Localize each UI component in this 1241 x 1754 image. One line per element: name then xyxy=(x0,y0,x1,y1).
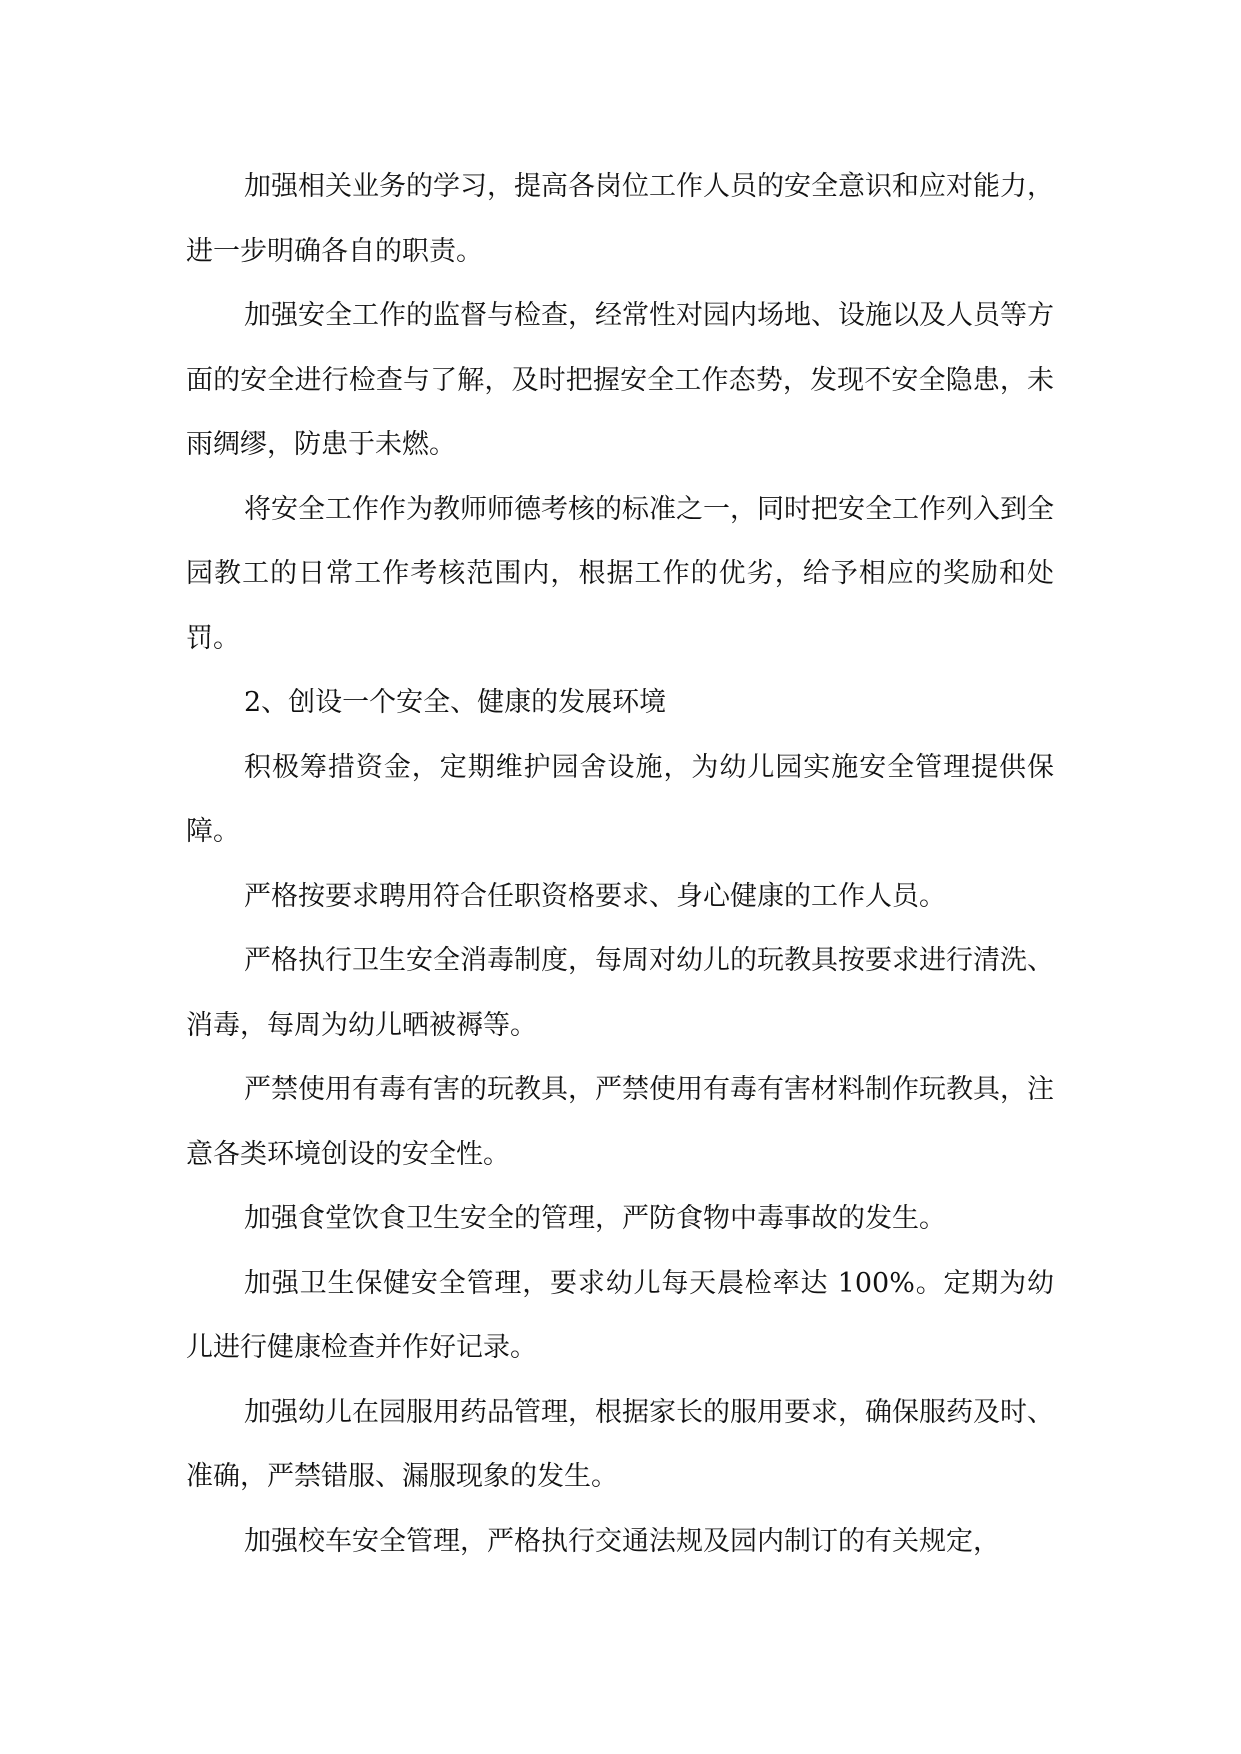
paragraph-supervision: 加强安全工作的监督与检查，经常性对园内场地、设施以及人员等方面的安全进行检查与了解，及时把握安全工作态势，发现不安全隐患，未雨绸缪，防患于未燃。 xyxy=(186,300,1054,460)
paragraph-canteen: 加强食堂饮食卫生安全的管理，严防食物中毒事故的发生。 xyxy=(244,1203,946,1234)
section-heading-environment: 2、创设一个安全、健康的发展环境 xyxy=(244,687,667,718)
paragraph-disinfection: 严格执行卫生安全消毒制度，每周对幼儿的玩教具按要求进行清洗、消毒，每周为幼儿晒被褥等。 xyxy=(186,945,1054,1041)
paragraph-assessment: 将安全工作作为教师师德考核的标准之一，同时把安全工作列入到全园教工的日常工作考核范围内，根据工作的优劣，给予相应的奖励和处罚。 xyxy=(186,493,1054,654)
paragraph-school-bus: 加强校车安全管理，严格执行交通法规及园内制订的有关规定， xyxy=(244,1525,1000,1557)
document-body xyxy=(186,155,1054,1574)
paragraph-training: 加强相关业务的学习，提高各岗位工作人员的安全意识和应对能力，进一步明确各自的职责。 xyxy=(186,171,1054,267)
paragraph-hiring: 严格按要求聘用符合任职资格要求、身心健康的工作人员。 xyxy=(244,880,946,912)
paragraph-funding: 积极筹措资金，定期维护园舍设施，为幼儿园实施安全管理提供保障。 xyxy=(186,751,1054,847)
paragraph-medication: 加强幼儿在园服用药品管理，根据家长的服用要求，确保服药及时、准确，严禁错服、漏服现象的发生。 xyxy=(186,1396,1054,1492)
paragraph-health-care: 加强卫生保健安全管理，要求幼儿每天晨检率达 100%。定期为幼儿进行健康检查并作好记录。 xyxy=(186,1267,1054,1363)
paragraph-toys-safety: 严禁使用有毒有害的玩教具，严禁使用有毒有害材料制作玩教具，注意各类环境创设的安全性。 xyxy=(186,1074,1054,1170)
